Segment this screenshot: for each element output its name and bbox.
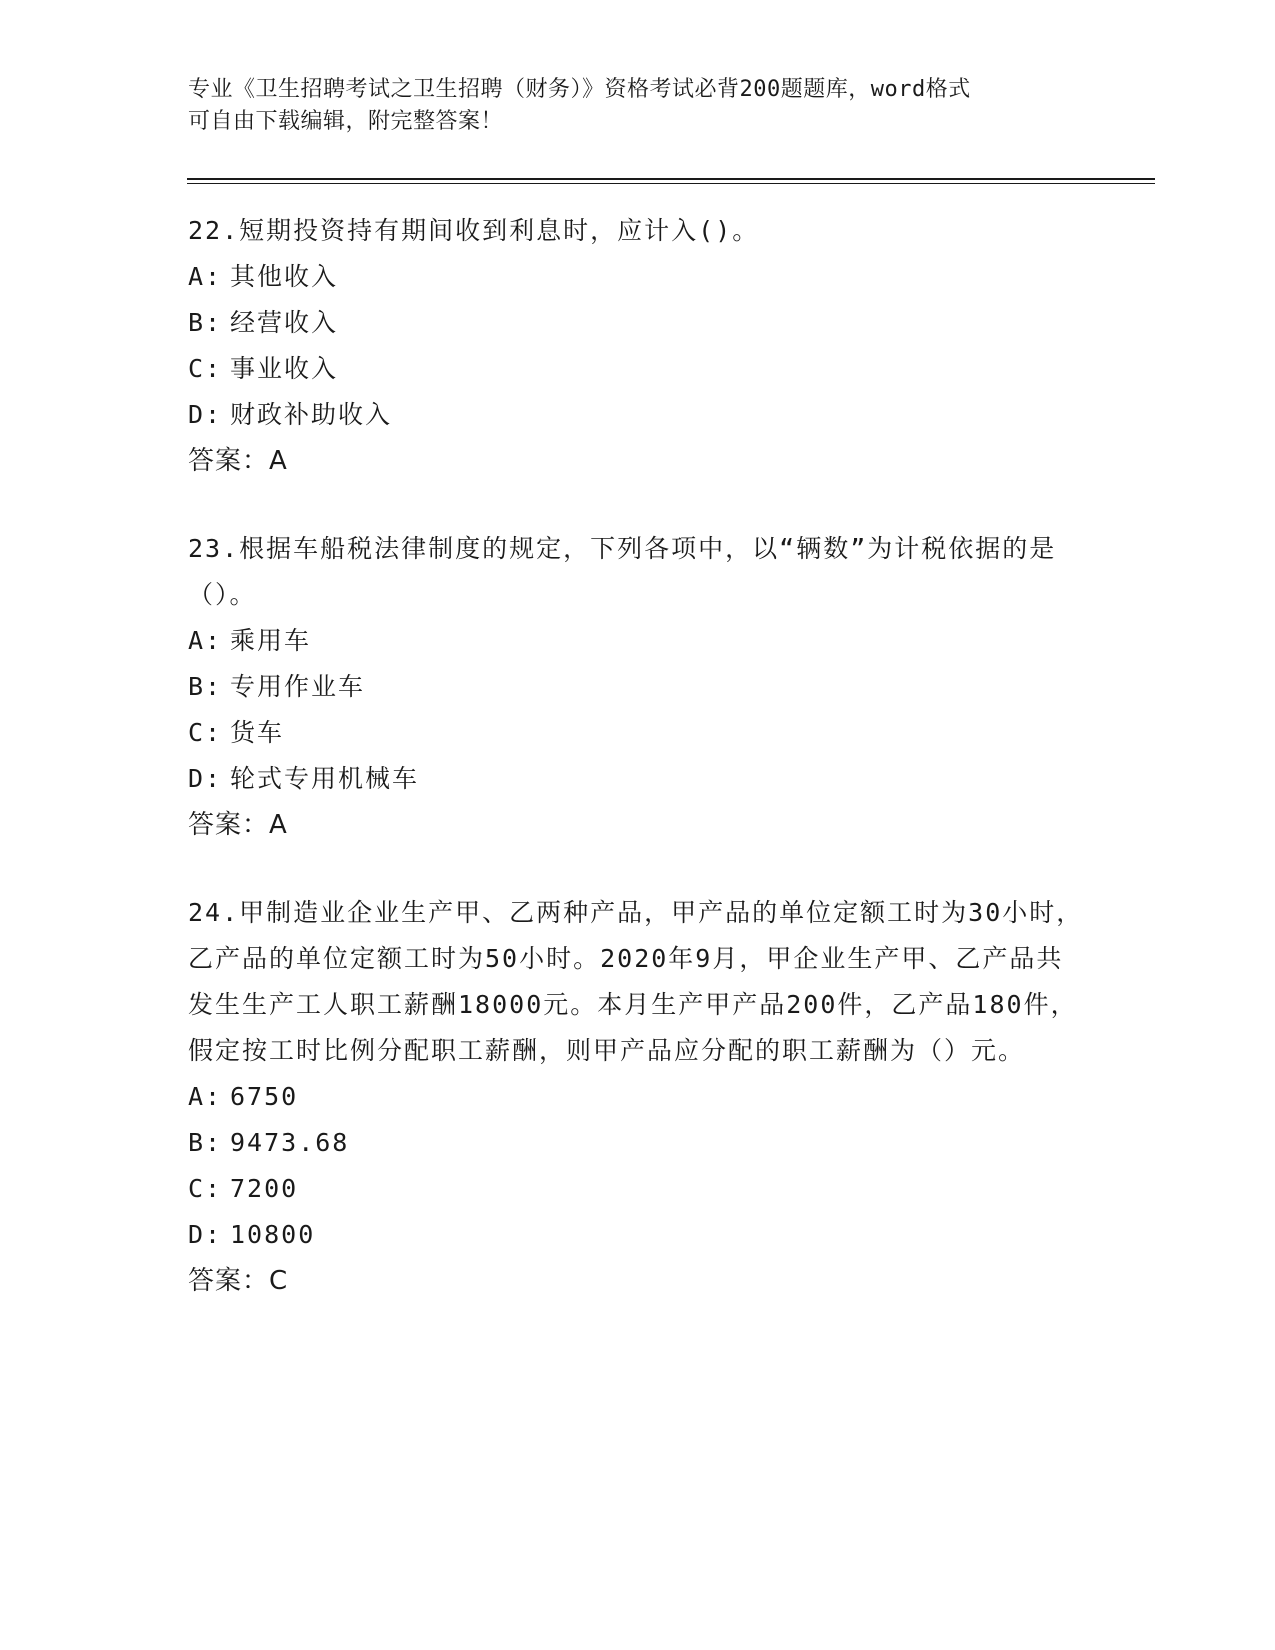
answer-line: 答案：A [188,810,288,840]
question-24 [188,890,1088,1304]
option-text: 乘用车 [230,626,312,655]
option-d [188,1212,1088,1258]
header-divider [187,178,1155,180]
header-line-2: 可自由下载编辑，附完整答案！ [188,109,504,134]
option-key: D: [188,764,223,793]
option-text: 轮式专用机械车 [230,764,420,793]
question-23 [188,526,1088,848]
option-d [188,392,1088,438]
option-d [188,756,1088,802]
option-a [188,1074,1088,1120]
option-key: A: [188,1082,223,1111]
option-c [188,710,1088,756]
option-text: 经营收入 [230,308,339,337]
option-key: C: [188,718,223,747]
option-key: B: [188,308,223,337]
option-key: C: [188,354,223,383]
option-key: B: [188,672,223,701]
option-key: D: [188,400,223,429]
option-text: 事业收入 [230,354,339,383]
option-b [188,1120,1088,1166]
option-key: B: [188,1128,223,1157]
question-22 [188,208,1088,484]
option-c [188,1166,1088,1212]
option-text: 7200 [230,1174,299,1203]
option-text: 专用作业车 [230,672,366,701]
option-text: 货车 [230,718,285,747]
answer-line: 答案：C [188,1266,289,1296]
option-a [188,254,1088,300]
option-text: 财政补助收入 [230,400,393,429]
option-text: 6750 [230,1082,299,1111]
header-divider-thin [187,183,1155,184]
option-b [188,300,1088,346]
option-text: 9473.68 [230,1128,350,1157]
option-key: A: [188,626,223,655]
option-a [188,618,1088,664]
question-list [188,208,1088,1346]
header-line-1: 专业《卫生招聘考试之卫生招聘（财务）》资格考试必背200题题库，word格式 [188,77,971,102]
question-text: 22.短期投资持有期间收到利息时，应计入()。 [188,216,760,245]
answer-line: 答案：A [188,446,288,476]
option-key: C: [188,1174,223,1203]
option-text: 10800 [230,1220,316,1249]
option-key: A: [188,262,223,291]
option-text: 其他收入 [230,262,339,291]
question-text: 24.甲制造业企业生产甲、乙两种产品，甲产品的单位定额工时为30小时，乙产品的单位定额工时为50小时。2020年9月，甲企业生产甲、乙产品共发生生产工人职工薪酬18000元。本月生产甲产品200件，乙产品180件，假定按工时比例分配职工薪酬，则甲产品应分配的职工薪酬为（）元。 [188,898,1084,1065]
option-key: D: [188,1220,223,1249]
option-b [188,664,1088,710]
document-header [188,74,1088,138]
question-text: 23.根据车船税法律制度的规定，下列各项中，以“辆数”为计税依据的是（）。 [188,534,1057,609]
option-c [188,346,1088,392]
